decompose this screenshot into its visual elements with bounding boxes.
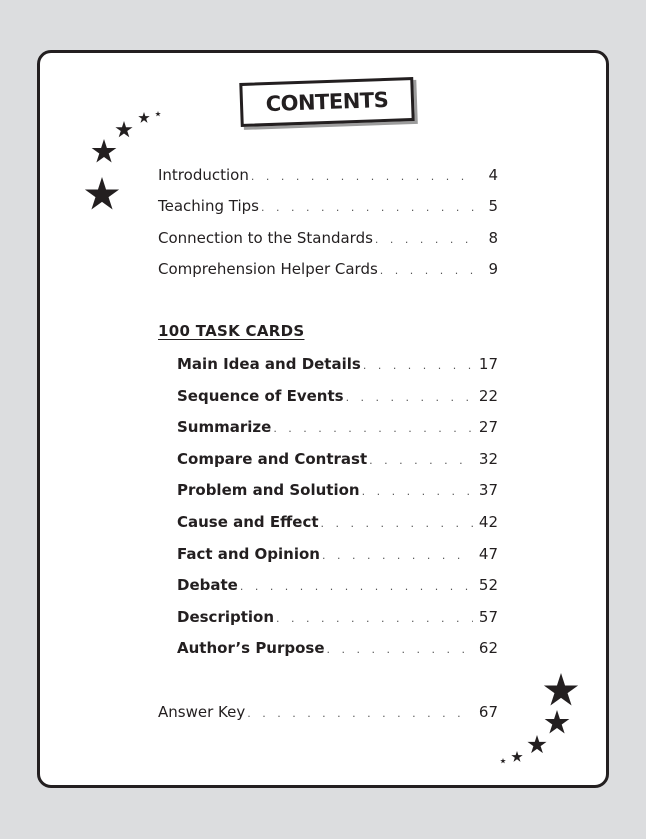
toc-entry-page: 22 (478, 387, 498, 405)
leader-dots (276, 608, 473, 630)
star-icon (527, 735, 546, 753)
toc-entry-page: 62 (478, 639, 498, 657)
toc-entry[interactable] (158, 227, 498, 249)
contents-page (37, 50, 609, 788)
leader-dots (273, 418, 473, 440)
leader-dots (240, 576, 473, 598)
toc-subentry[interactable] (177, 448, 498, 470)
toc-entry-label: Teaching Tips (158, 197, 259, 215)
toc-entry-label: Fact and Opinion (177, 545, 320, 563)
stars-decoration-bottom-right (499, 671, 589, 771)
contents-title: CONTENTS (239, 77, 414, 127)
toc-entry-label: Cause and Effect (177, 513, 319, 531)
toc-subentry[interactable] (177, 511, 498, 533)
leader-dots (321, 513, 473, 535)
leader-dots (363, 355, 473, 377)
star-icon (544, 673, 578, 706)
toc-entry-page: 42 (478, 513, 498, 531)
leader-dots (375, 229, 474, 251)
toc-subentry[interactable] (177, 416, 498, 438)
toc-entry-page: 47 (478, 545, 498, 563)
leader-dots (346, 387, 473, 409)
leader-dots (251, 166, 474, 188)
toc-subentry[interactable] (177, 637, 498, 659)
toc-subentry[interactable] (177, 543, 498, 565)
toc-entry-label: Introduction (158, 166, 249, 184)
toc-entry-answer-key[interactable] (158, 701, 498, 723)
toc-entry-page: 9 (488, 260, 498, 278)
star-icon (500, 758, 506, 763)
toc-entry-label: Description (177, 608, 275, 626)
toc-subentry[interactable] (177, 606, 498, 628)
leader-dots (247, 703, 473, 725)
star-icon (545, 710, 570, 734)
toc-entry-page: 37 (478, 481, 498, 499)
star-icon (92, 139, 117, 163)
toc-subentry[interactable] (177, 574, 498, 596)
toc-entry-page: 8 (488, 229, 498, 247)
toc-entry-label: Compare and Contrast (177, 450, 368, 468)
toc-entry-page: 5 (488, 197, 498, 215)
toc-entry-page: 67 (478, 703, 498, 721)
toc-subentry[interactable] (177, 353, 498, 375)
leader-dots (322, 545, 473, 567)
leader-dots (380, 260, 474, 282)
section-heading: 100 TASK CARDS (158, 322, 305, 340)
toc-entry-label: Connection to the Standards (158, 229, 373, 247)
toc-entry-label: Answer Key (158, 703, 246, 721)
toc-entry-label: Problem and Solution (177, 481, 360, 499)
toc-subentry[interactable] (177, 479, 498, 501)
star-icon (85, 177, 119, 210)
star-icon (511, 751, 522, 762)
toc-entry-page: 17 (478, 355, 498, 373)
toc-subentry[interactable] (177, 385, 498, 407)
toc-entry[interactable] (158, 258, 498, 280)
toc-entry-page: 27 (478, 418, 498, 436)
toc-entry-label: Sequence of Events (177, 387, 344, 405)
toc-entry-label: Main Idea and Details (177, 355, 361, 373)
toc-entry[interactable] (158, 164, 498, 186)
star-icon (138, 112, 149, 123)
toc-entry-label: Author’s Purpose (177, 639, 325, 657)
leader-dots (369, 450, 473, 472)
toc-entry-label: Comprehension Helper Cards (158, 260, 378, 278)
toc-entry-page: 52 (478, 576, 498, 594)
toc-entry-label: Debate (177, 576, 238, 594)
leader-dots (261, 197, 474, 219)
toc-entry-page: 32 (478, 450, 498, 468)
toc-entry-page: 57 (478, 608, 498, 626)
leader-dots (327, 639, 473, 661)
star-icon (115, 121, 132, 137)
toc-entry-label: Summarize (177, 418, 272, 436)
star-icon (155, 111, 161, 116)
leader-dots (362, 481, 473, 503)
toc-entry[interactable] (158, 195, 498, 217)
toc-entry-page: 4 (488, 166, 498, 184)
